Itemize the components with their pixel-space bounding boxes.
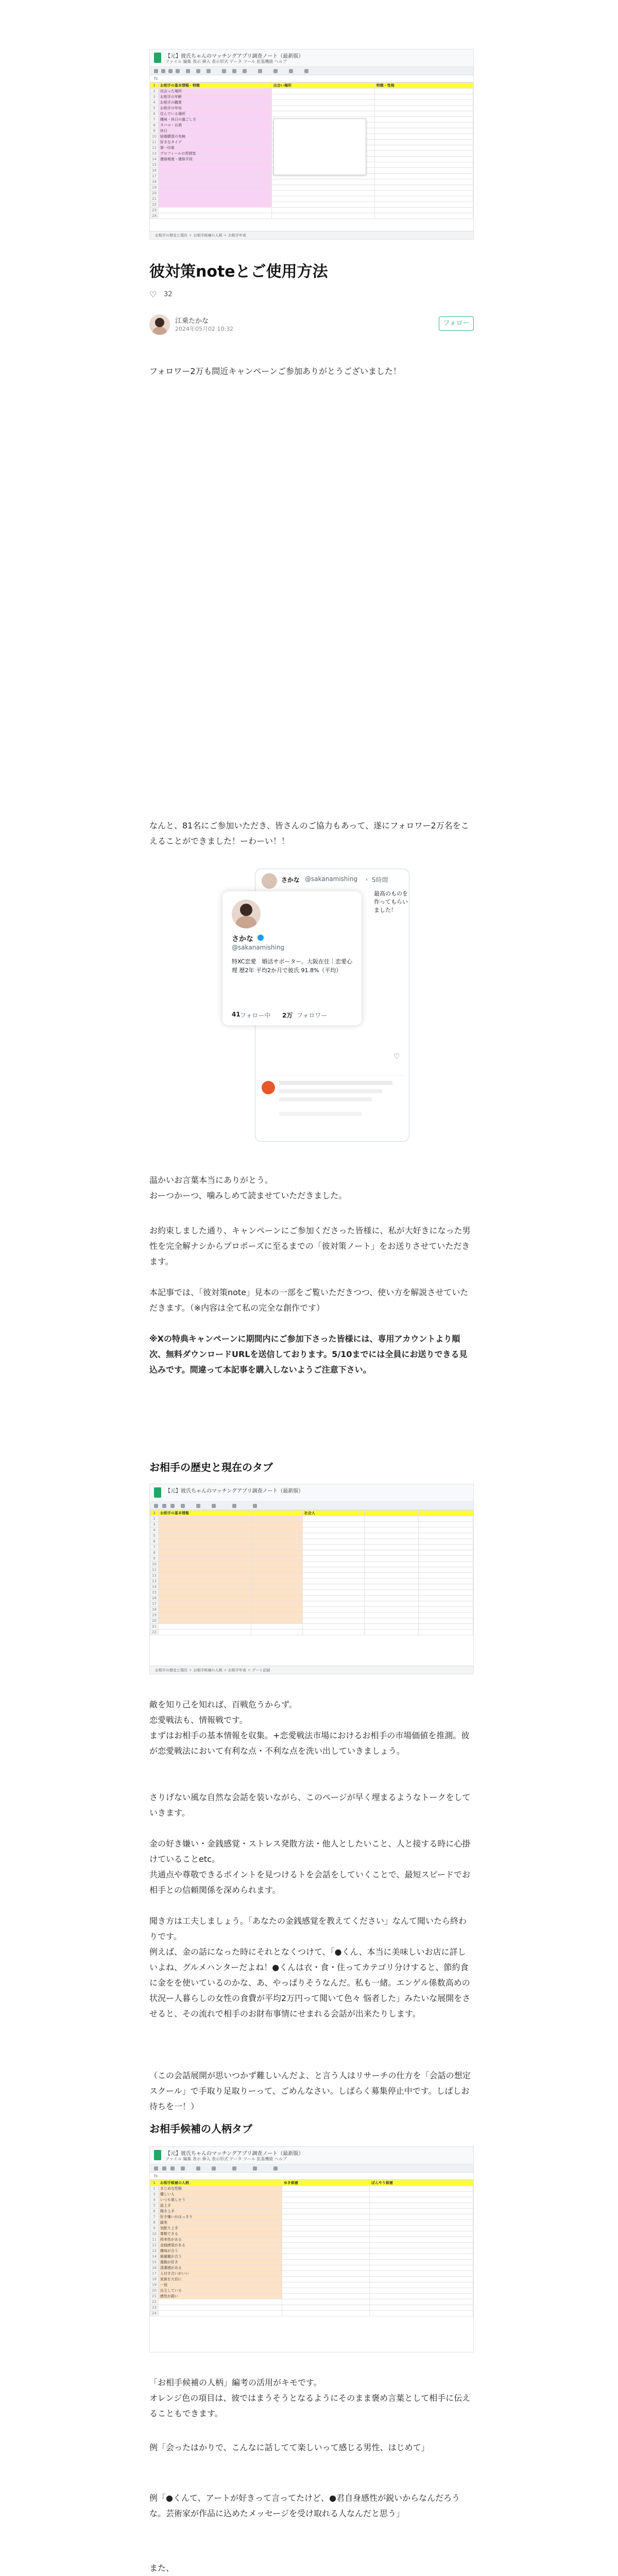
author-avatar[interactable] [149,314,170,335]
sheet-cell: 誠実 [158,2220,282,2226]
tweet-quote-line [279,1112,362,1116]
sheet-cell: 第一印象 [158,145,271,151]
sheet-cell: タバコ・お酒 [158,123,271,128]
formula-bar: fx [150,2173,473,2180]
body-paragraph: 例「●くんて、アートが好きって言ってたけど、●君自身感性が鋭いからなんだろうな。芸術家が作品に込めたメッセージを受け取れる人なんだと思う」 [149,2493,460,2518]
formula-bar: fx [150,75,473,82]
body-line: 恋愛戦法も、情報戦です。 [149,1715,248,1725]
sheet-cell: プロフィールの雰囲気 [158,151,271,157]
sheet-cell: お相手の年収 [158,106,271,111]
hovercard-avatar[interactable] [232,900,261,928]
tweet-side-text-value: 最高のものを作ってもらいました！ [374,890,408,913]
body-line: 敵を知り己を知れば、百戦危うからず。 [149,1700,297,1709]
sheet-header-cell: 特徴・性格 [374,83,473,89]
sheet-file-name: 【元】彼氏ちゃんのマッチングアプリ調査ノート（最新版） [165,1488,304,1494]
article-title: 彼対策noteとご使用方法 [149,263,328,281]
embedded-media-blank [149,392,474,793]
publish-date: 2024年05月02 10:32 [175,326,234,332]
sheet-cell: いつも楽しそう [158,2197,282,2203]
tweet-reply-icon[interactable]: ♡ [393,1053,400,1061]
sheet-header-cell: 出会い場所 [271,83,374,89]
body-paragraph: 本記事では、「彼対策note」見本の一部をご覧いただきつつ、使い方を解説させていただきます。（※内容は全て私の完全な創作です） [149,1287,469,1313]
sheet-cell: 趣味・休日の過ごし方 [158,117,271,123]
sheet-header-cell: お相手の基本情報・特徴 [158,83,271,89]
tweet-quote-avatar [262,1081,275,1094]
tweet-avatar [262,873,277,889]
body-paragraph: 例「会ったはかりで、こんなに話してて楽しいって感じる男性、はじめて」 [149,2443,430,2452]
body-line: 聞き方は工夫しましょう。「あなたの金銭感覚を教えてください」なんて聞いたら終わりです。 [149,1916,467,1941]
hovercard-followers-label[interactable]: フォロワー [297,1012,328,1019]
author-name[interactable]: 江乗たかな [175,317,209,325]
candidate-sheet-screenshot: 【元】彼氏ちゃんのマッチングアプリ調査ノート（最新版） ファイル 編集 表示 挿入 表示形式 データ ツール 拡張機能 ヘルプ fx 1 お相手候補の人柄 ゆき候補 ぼんやり候補 2 まじめな性格 3 優しい人 4 いつも楽しそう 5 話上手 6 聞き上手 7 好き嫌いがはっきり 8 誠実 9 気配り上手 10 尊敬できる 11 将来性がある 12 金銭感覚がある 13 趣味が合う 14 価値観が合う 15 運動が好き 16 清潔感がある 17 人付き合いがいい 18 家族を大切に 19 一途 20 自立している 21 感性が鋭い 22 23 24 [149,2146,474,2352]
sheet-toolbar [150,67,473,75]
body-paragraph [149,2375,474,2421]
body-line: 共通点や尊敬できるポイントを見つけるトを会話をしていくことで、最短スピードでお相手との信頼関係を深められます。 [149,1870,471,1895]
sheet-toolbar [150,2164,473,2173]
sheet-cell: 運動が好き [158,2260,282,2265]
sheet-header-cell: 社会人 [302,1511,364,1516]
sheet-cell: 休日 [158,128,271,134]
hovercard-handle[interactable]: @sakanamishing [232,944,285,951]
cell-comment-popup [273,118,366,175]
sheet-cell: 尊敬できる [158,2231,282,2237]
sheet-cell: 住んでいる場所 [158,111,271,117]
tweet-quote-block [262,1075,404,1132]
sheet-cell: 優しい人 [158,2192,282,2197]
body-paragraph-note: （この会話展開が思いつかず難しいんだよ、と言う人はリサーチの仕方を「会話の想定スクール」で手取り足取りーって、ごめんなさい。しばらく募集停止中です。しばしお待ちを一！） [149,2071,471,2111]
body-line: 温かいお言葉本当にありがとう。 [149,1175,273,1185]
sheet-toolbar [150,1502,473,1510]
sheet-tabs[interactable]: お相手の歴史と現在 ＋ お相手候補の人柄 ＋ お相手年表 [150,231,473,239]
body-paragraph: お約束しました通り、キャンペーンにご参加くださった皆様に、私が大好きになった男性を完全解ナシからプロポーズに至るまでの「彼対策ノート」をお送りさせていただきます。 [149,1226,471,1266]
sheet-cell: 金銭感覚がある [158,2243,282,2248]
sheet-cell: 価値観が合う [158,2254,282,2260]
sheet-cell: 聞き上手 [158,2209,282,2214]
hovercard-name[interactable]: さかな [232,935,253,943]
sheet-cell: 好きなタイプ [158,140,271,145]
sheet-cell: お相手の職業 [158,100,271,106]
section-heading-history: お相手の歴史と現在のタブ [149,1461,273,1473]
tweet-quote-line [279,1089,382,1093]
tweet-quote-line [279,1081,392,1085]
sheet-cell: 一途 [158,2282,282,2288]
sheet-menubar: ファイル 編集 表示 挿入 表示形式 データ ツール 拡張機能 ヘルプ [165,2157,287,2161]
sheet-cell: 気配り上手 [158,2226,282,2231]
sheets-logo-icon [154,53,161,63]
sheet-cell: 話上手 [158,2203,282,2209]
sheet-cell: 家族を大切に [158,2277,282,2282]
body-line: おーつかーつ、噛みしめて読ませていただきました。 [149,1191,347,1200]
hovercard-following-count[interactable]: 41 [232,1011,241,1018]
body-paragraph [149,1697,474,1759]
sheet-tabs[interactable]: お相手の歴史と現在 ＋ お相手候補の人柄 ＋ お相手年表 ＋ デート記録 [150,1666,473,1674]
sheet-cell: 清潔感がある [158,2265,282,2271]
sheet-header-cell: お相手候補の人柄 [158,2180,282,2186]
sheet-titlebar [150,1484,473,1502]
tweet-time: ・ 5時間 [364,876,388,884]
sheet-cell: まじめな性格 [158,2186,282,2192]
sheets-logo-icon [154,2150,161,2160]
sheet-cell: お相手の年齢 [158,94,271,100]
body-line: オレンジ色の項目は、彼ではまうそうとなるようにそのまま褒め言葉として相手に伝えることもできます。 [149,2393,471,2418]
body-paragraph-bold: ※Xの特典キャンペーンに期間内にご参加下さった皆様には、専用アカウントより順次、無料ダウンロードURLを送信しております。5/10までには全員にお送りできる見込みです。間違って本記事を購入しないようご注意下さい。 [149,1334,468,1375]
sheet-titlebar [150,2147,473,2164]
like-icon[interactable]: ♡ [149,290,157,299]
hovercard-following-label[interactable]: フォロー中 [240,1012,271,1019]
sheet-header-cell: ぼんやり候補 [369,2180,473,2186]
sheet-header-cell: ゆき候補 [282,2180,369,2186]
profile-hover-card [222,891,362,1025]
sheet-menubar: ファイル 編集 表示 挿入 表示形式 データ ツール 拡張機能 ヘルプ [165,59,287,64]
body-line: 例えば、金の話になった時にそれとなくつけて、「●くん、本当に美味しいお店に詳しいよね、グルメハンターだよね！●くんは衣・食・住ってカテゴリ分けすると、節約食に金をを使いているのかな、あ、やっぱりそうなんだ。私も一緒。エンゲル係数高めの状況ー人暮らしの女性の食費が平均2万円って聞いて色々 悩者した」みたいな展開をさせると、その流れで相手のお財布事情にせまれる会話が出来たりします。 [149,1947,471,2019]
hovercard-bio: 特XC恋愛 婚活サポーター。大阪在住｜恋愛心理 歴2年 平均2か月で彼氏 91.8%（平均） [232,958,352,974]
tweet-side-text [374,890,408,914]
tweet-quote-line [279,1097,372,1101]
sheet-cell: 感性が鋭い [158,2294,282,2299]
section-heading-candidates: お相手候補の人柄タブ [149,2123,252,2135]
sheet-file-name: 【元】彼氏ちゃんのマッチングアプリ調査ノート（最新版） [165,54,304,59]
like-count: 32 [164,291,173,298]
sheet-cell: 好き嫌いがはっきり [158,2214,282,2220]
sheets-logo-icon [154,1487,161,1498]
sheet-header-cell: お相手の基本情報 [158,1511,251,1516]
history-sheet-screenshot: 【元】彼氏ちゃんのマッチングアプリ調査ノート（最新版） 1 お相手の基本情報 社会人 2 3 4 5 6 7 8 9 10 11 12 13 14 15 16 17 18 19 20 21 22 お相手の歴史と現在 ＋ お相手候補の人柄 ＋ お相手年表 ＋ デート記録 [149,1484,474,1674]
body-line: 金の好き嫌い・金銭感覚・ストレス発散方法・他人としたいこと、人と接する時に心掛けていることetc。 [149,1839,471,1864]
body-paragraph [149,1913,474,2022]
body-paragraph [149,1173,474,1204]
tweet-author-name[interactable]: さかな [281,876,300,884]
body-paragraph [149,1836,474,1898]
sheet-cell: 将来性がある [158,2237,282,2243]
sheet-cell: 連絡頻度・連絡手段 [158,157,271,162]
intro-text: フォロワー2万も間近キャンペーンご参加ありがとうございました！ [149,366,402,376]
sheet-cell: 出会った場所 [158,89,271,94]
sheet-cell: 人付き合いがいい [158,2271,282,2277]
follow-button[interactable]: フォロー [439,316,474,331]
sheet-titlebar [150,49,473,67]
sheet-grid: 1 お相手の基本情報・特徴 出会い場所 特徴・性格 2 出会った場所 3 お相手の年齢 4 お相手の職業 5 お相手の年収 6 住んでいる場所 7 趣味・休日の過ごし方 8 タバコ・お酒 9 休日 10 結婚願望の有無 11 好きなタイプ 12 第一印象 13 プロフィールの雰囲気 14 連絡頻度・連絡手段 15 16 17 18 19 20 21 22 23 24 [150,82,473,219]
sheet-cell: 結婚願望の有無 [158,134,271,140]
tweet-author-handle[interactable]: @sakanamishing [305,875,358,883]
sheet-cell: 自立している [158,2288,282,2294]
verified-icon [258,935,264,941]
body-paragraph: さりげない風な自然な会話を装いながら、このページが早く埋まるようなトークをしていきます。 [149,1792,471,1818]
result-text: なんと、81名にご参加いただき、皆さんのご協力もあって、遂にフォロワー2万名をこえることができました！ーわーい！！ [149,821,469,846]
body-line: まずはお相手の基本情報を収集。+恋愛戦法市場におけるお相手の市場価値を推測。彼が恋愛戦法において有利な点・不利な点を洗い出していきましょう。 [149,1731,470,1756]
top-sheet-screenshot [149,49,474,240]
body-line: 「お相手候補の人柄」編考の活用がキモです。 [149,2378,322,2387]
hovercard-followers-count[interactable]: 2万 [282,1012,293,1019]
body-paragraph: また、 [149,2563,175,2573]
sheet-file-name: 【元】彼氏ちゃんのマッチングアプリ調査ノート（最新版） [165,2151,304,2157]
sheet-cell: 趣味が合う [158,2248,282,2254]
